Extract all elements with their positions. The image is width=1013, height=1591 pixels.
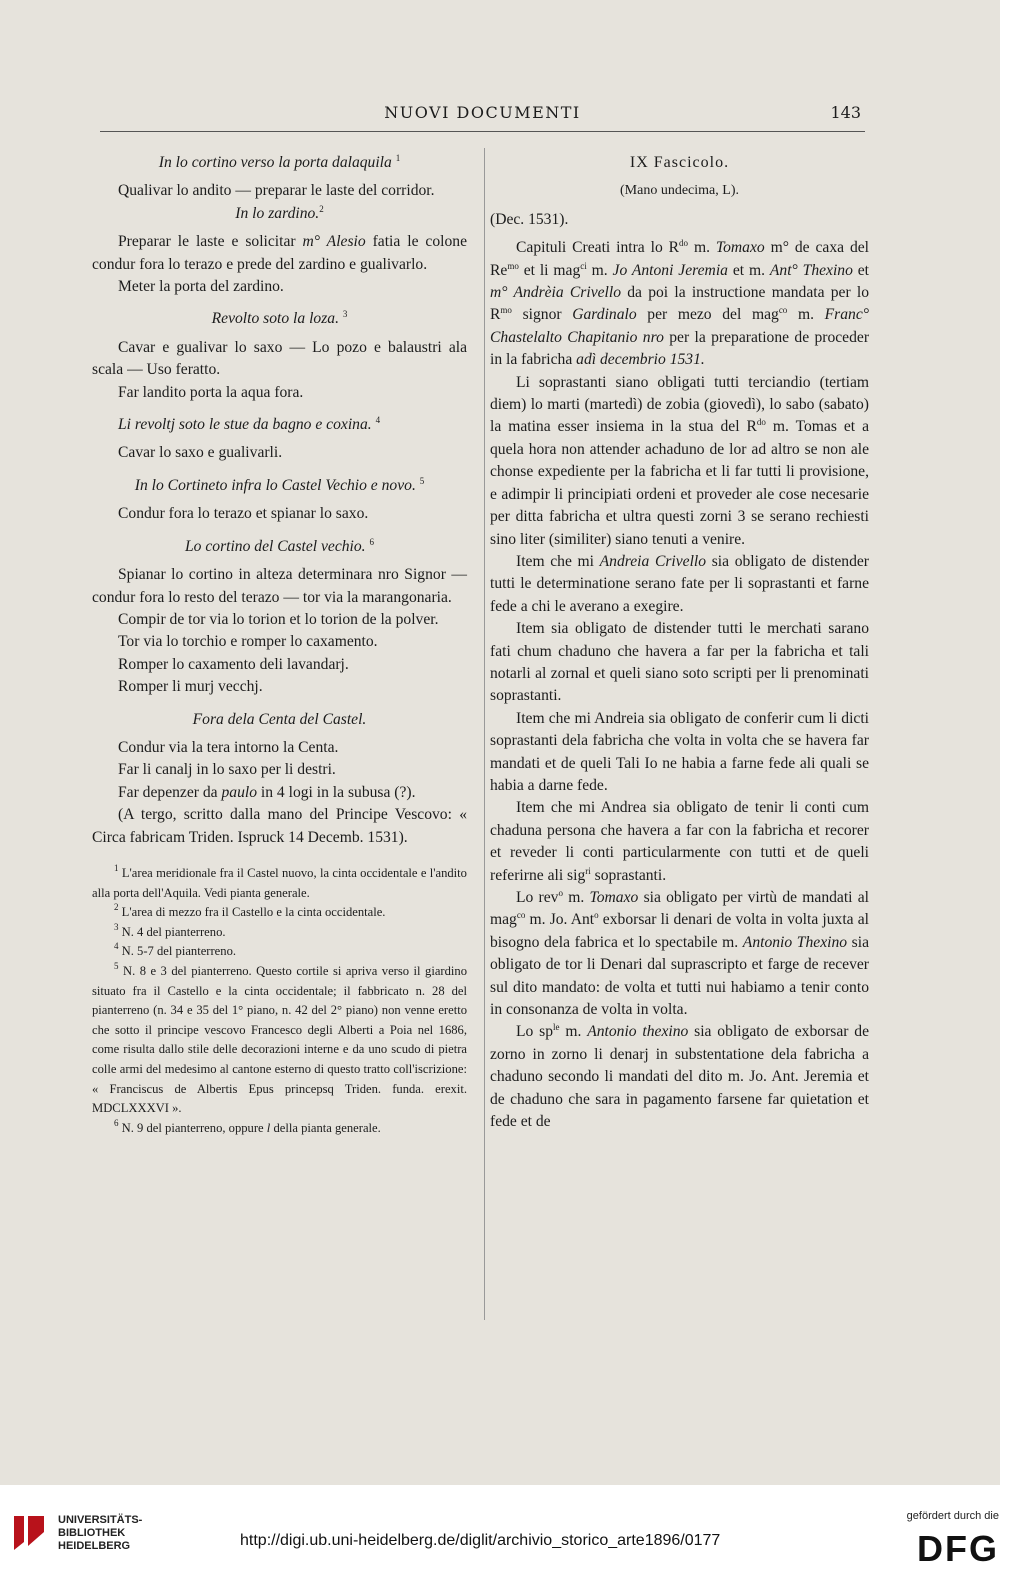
paragraph: Romper lo caxamento deli lavandarj. xyxy=(118,655,349,673)
paragraph: Romper li murj vecchj. xyxy=(118,678,263,696)
right-column xyxy=(490,152,869,1133)
date-line: (Dec. 1531). xyxy=(490,210,569,228)
page-number: 143 xyxy=(830,103,861,122)
section-heading: Fora dela Centa del Castel. xyxy=(192,710,367,728)
header-rule xyxy=(100,131,865,132)
institution-name: UNIVERSITÄTS- BIBLIOTHEK HEIDELBERG xyxy=(58,1514,143,1552)
paragraph: Cavar e gualivar lo saxo — Lo pozo e balaustri ala scala — Uso feratto. xyxy=(92,338,467,379)
paragraph: Preparar le laste e solicitar m° Alesio fatia le colone condur fora lo terazo e prede del zardino e gualivarlo. xyxy=(92,233,468,273)
paragraph: Tor via lo torchio e romper lo caxamento. xyxy=(118,633,378,651)
paragraph: Item sia obligato de distender tutti le merchati sarano fati chum chaduno che havera a far per la fabricha et tali notarli al zornal et queli siano soto scripti per li prenominati soprastanti. xyxy=(490,620,869,705)
permalink-url[interactable]: http://digi.ub.uni-heidelberg.de/diglit/archivio_storico_arte1896/0177 xyxy=(240,1532,721,1549)
section-subheading: (Mano undecima, L). xyxy=(620,183,739,199)
paragraph: Condur fora lo terazo et spianar lo saxo. xyxy=(118,505,369,523)
paragraph: Far depenzer da paulo in 4 logi in la subusa (?). xyxy=(118,783,416,801)
footnote: $^4$ N. 5-7 del pianterreno. xyxy=(114,941,237,959)
paragraph: Item che mi Andreia sia obligato de conferir cum li dicti soprastanti dela fabricha che volta in volta che se havera far mandati et de queli Tali Io ne habia a farne fede ali quali se habia a darne fede. xyxy=(490,709,869,794)
left-column xyxy=(92,152,467,1138)
paragraph: Spianar lo cortino in alteza determinara nro Signor — condur fora lo resto del terazo — tor via la marangonaria. xyxy=(92,566,467,606)
university-library-logo-icon xyxy=(10,1512,48,1554)
column-divider xyxy=(484,148,485,1320)
paragraph: Far landito porta la aqua fora. xyxy=(118,383,304,401)
footnote: $^3$ N. 4 del pianterreno. xyxy=(114,921,226,939)
paragraph: Far li canalj in lo saxo per li destri. xyxy=(118,761,336,779)
paragraph: Lo rev$^o$ m. Tomaxo sia obligato per virtù de mandati al mag$^{co}$ m. Jo. Ant$^o$ exborsar li denari de volta in volta juxta al bisogno dela fabrica et lo spectabile m. Antonio Thexino sia obligato de tor li Denari dal suprascripto et farge de recever sul dito mandato: de volta et tutti nui habiamo a tenir conto in consonanza de volta in volta. xyxy=(490,888,869,1019)
footnote: $^5$ N. 8 e 3 del pianterreno. Questo cortile si apriva verso il giardino situato fra il Castello e la cinta occidentale; il fabbricato n. 28 del pianterreno (n. 34 e 35 del 1° piano, n. 42 del 2° piano) non venne eretto che sotto il principe vescovo Francesco degli Alberti a Poia nel 1686, come risulta dallo stile delle decorazioni interne e da uno scudo di pietra colle armi del medesimo al cantone esterno di questo tratto coll'iscrizione: « Franciscus de Albertis Epus princepsq Triden. funda. erexit. MDCLXXXVI ». xyxy=(92,960,467,1116)
footnote: $^1$ L'area meridionale fra il Castel nuovo, la cinta occidentale e l'andito alla porta dell'Aquila. Vedi pianta generale. xyxy=(92,862,467,900)
section-heading: Revolto soto la loza. $^3$ xyxy=(211,309,348,328)
section-heading: In lo zardino.$^2$ xyxy=(235,203,324,222)
paragraph: Li soprastanti siano obligati tutti terciandio (tertiam diem) lo marti (martedì) de zobia (giovedì), lo sabo (sabato) la matina esser insiema in la stua del $R^{do}$ m. Tomas et a quela hora non attender achaduno de lor ad altro se non ale chonse expediente per la fabricha et li far tutti li provisione, e adimpir li principiati ordeni et proveder ale cose necesarie per ditta fabricha et ultra questi zorni 3 se serano rechiesti sino liter (similiter) siano tenuti a venire. xyxy=(490,373,869,548)
section-heading: Lo cortino del Castel vechio. $^6$ xyxy=(184,536,374,555)
paragraph: Condur via la tera intorno la Centa. xyxy=(118,738,339,756)
section-heading: In lo Cortineto infra lo Castel Vechio e novo. $^5$ xyxy=(134,475,425,494)
footnote: $^6$ N. 9 del pianterreno, oppure l della pianta generale. xyxy=(114,1117,381,1135)
running-header xyxy=(100,103,865,125)
paragraph: Lo $sp^{le}$ m. Antonio thexino sia obligato de exborsar de zorno in zorno li denarj in substentatione dela fabricha a chaduno secondo li mandati del dito m. Jo. Ant. Jeremia et de chaduno che sara in pagamento farsene far quietation et fede et de xyxy=(490,1022,869,1131)
paragraph: Capituli Creati intra lo $R^{do}$ m. Tomaxo m° de caxa del $Re^{mo}$ et li mag$^{ci}$ m. Jo Antoni Jeremia et m. Ant° Thexino et m° Andrèia Crivello da poi la instructione mandata per lo $R^{mo}$ signor Gardinalo per mezo del mag$^{co}$ m. Franc° Chastelalto Chapitanio nro per la preparatione de proceder in la fabricha adì decembrio 1531. xyxy=(490,238,870,369)
paragraph: Qualivar lo andito — preparar le laste del corridor. xyxy=(118,182,435,200)
footnote: $^2$ L'area di mezzo fra il Castello e la cinta occidentale. xyxy=(114,902,386,920)
section-heading: In lo cortino verso la porta dalaquila $^1$ xyxy=(158,153,401,171)
paragraph: Compir de tor via lo torion et lo torion de la polver. xyxy=(118,610,439,628)
section-heading: IX Fascicolo. xyxy=(629,154,730,171)
dfg-logo: DFG xyxy=(917,1528,999,1569)
funded-by-label: gefördert durch die xyxy=(906,1510,999,1522)
section-heading: Li revoltj soto le stue da bagno e coxina. $^4$ xyxy=(118,415,381,434)
library-footer xyxy=(0,1485,1013,1591)
paragraph: Cavar lo saxo e gualivarli. xyxy=(118,444,283,462)
paragraph: Item che mi Andreia Crivello sia obligato de distender tutti le determinatione serano fate per li soprastanti et farne fede a chi le averano a exegire. xyxy=(490,552,869,615)
header-title: NUOVI DOCUMENTI xyxy=(384,103,581,122)
footnotes xyxy=(92,864,467,1138)
paragraph: (A tergo, scritto dalla mano del Principe Vescovo: « Circa fabricam Triden. Ispruck 14 Decemb. 1531). xyxy=(92,806,467,846)
paragraph: Meter la porta del zardino. xyxy=(118,278,284,296)
paragraph: Item che mi Andrea sia obligato de tenir li conti cum chaduna persona che havera a far con la fabricha et recorer et reveder li conti particularmente con tutti et de queli referirne ali sig$^{ri}$ soprastanti. xyxy=(490,799,869,884)
